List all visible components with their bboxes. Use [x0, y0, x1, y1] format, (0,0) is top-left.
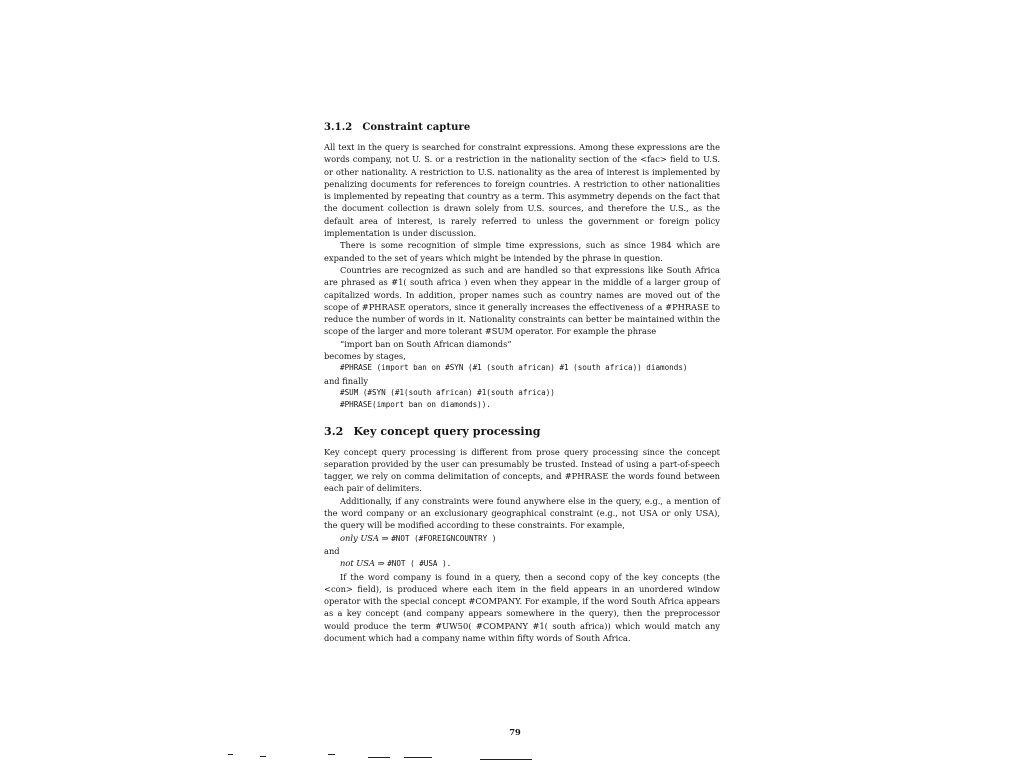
- section-title: Key concept query processing: [353, 424, 541, 438]
- scan-mark: [260, 756, 266, 757]
- section-title: Constraint capture: [362, 122, 471, 133]
- scan-mark: [228, 754, 233, 755]
- and-text: and: [324, 545, 340, 556]
- section-heading-3-2: [324, 425, 720, 439]
- and-finally-text: and finally: [324, 375, 369, 386]
- rule-rhs: #NOT (#FOREIGNCOUNTRY ): [391, 533, 497, 543]
- rule-arrow: ⇒: [377, 558, 385, 569]
- scan-mark: [404, 757, 432, 758]
- example-phrase: “import ban on South African diamonds”: [340, 338, 512, 349]
- paragraph-key-concept: Key concept query processing is different from prose query processing since the concept separation provided by the user can presumably be trusted. Instead of using a part-of-speech tagger, we rely on comma delimitation of concepts, and #PHRASE the words found between each pair of delimiters.: [324, 446, 720, 494]
- section-number: 3.1.2: [324, 122, 353, 133]
- paragraph-constraints: Additionally, if any constraints were found anywhere else in the query, e.g., a mention of the word company or an exclusionary geographical constraint (e.g., not USA or only USA), the query will be modified according to these constraints. For example,: [324, 495, 720, 531]
- rule-rhs: #NOT ( #USA ).: [387, 559, 452, 569]
- rule-only-usa: [324, 532, 720, 545]
- code-stage-2b: #PHRASE(import ban on diamonds)).: [340, 400, 491, 410]
- code-stage-2a: #SUM (#SYN (#1(south african) #1(south africa)): [340, 387, 555, 397]
- section-heading-3-1-2: [324, 121, 720, 135]
- code-stage-1: #PHRASE (import ban on #SYN (#1 (south african) #1 (south africa)) diamonds): [340, 363, 688, 373]
- paragraph-time-expressions: There is some recognition of simple time expressions, such as since 1984 which are expanded to the set of years which might be intended by the phrase in question.: [324, 240, 720, 263]
- paragraph-constraint-expressions: All text in the query is searched for constraint expressions. Among these expressions are the words company, not U. S. or a restriction in the nationality section of the <fac> field to U.S. or other nationality. A restriction to U.S. nationality as the area of interest is implemented by penalizing documents for references to foreign countries. A restriction to other nationalities is implemented by repeating that country as a term. This asymmetry depends on the fact that the document collection is drawn solely from U.S. sources, and therefore the U.S., as the default area of interest, is rarely referred to unless the government or foreign policy implementation is under discussion.: [324, 142, 720, 239]
- paragraph-countries: Countries are recognized as such and are handled so that expressions like South Africa are phrased as #1( south africa ) even when they appear in the middle of a larger group of capitalized words. In addition, proper names such as country names are moved out of the scope of #PHRASE operators, since it generally increases the effectiveness of a #PHRASE to reduce the number of words in it. Nationality constraints can better be maintained within the scope of the larger and more tolerant #SUM operator. For example the phrase: [324, 264, 720, 337]
- rule-lhs: not USA: [340, 558, 375, 569]
- rule-lhs: only USA: [340, 532, 379, 543]
- rule-not-usa: [324, 557, 720, 570]
- rule-arrow: ⇒: [381, 532, 389, 543]
- scan-mark: [480, 759, 532, 760]
- paper-page: [324, 119, 720, 749]
- becomes-text: becomes by stages,: [324, 351, 406, 362]
- scan-mark: [328, 754, 335, 755]
- page-number: 79: [509, 727, 521, 737]
- scan-mark: [368, 757, 390, 758]
- paragraph-company: If the word company is found in a query, then a second copy of the key concepts (the <con> field), is produced where each item in the field appears in an unordered window operator with the special concept #COMPANY. For example, if the word South Africa appears as a key concept (and company appears somewhere in the query), then the preprocessor would produce the term #UW50( #COMPANY #1( south africa)) which would match any document which had a company name within fifty words of South Africa.: [324, 571, 720, 643]
- section-number: 3.2: [324, 424, 344, 438]
